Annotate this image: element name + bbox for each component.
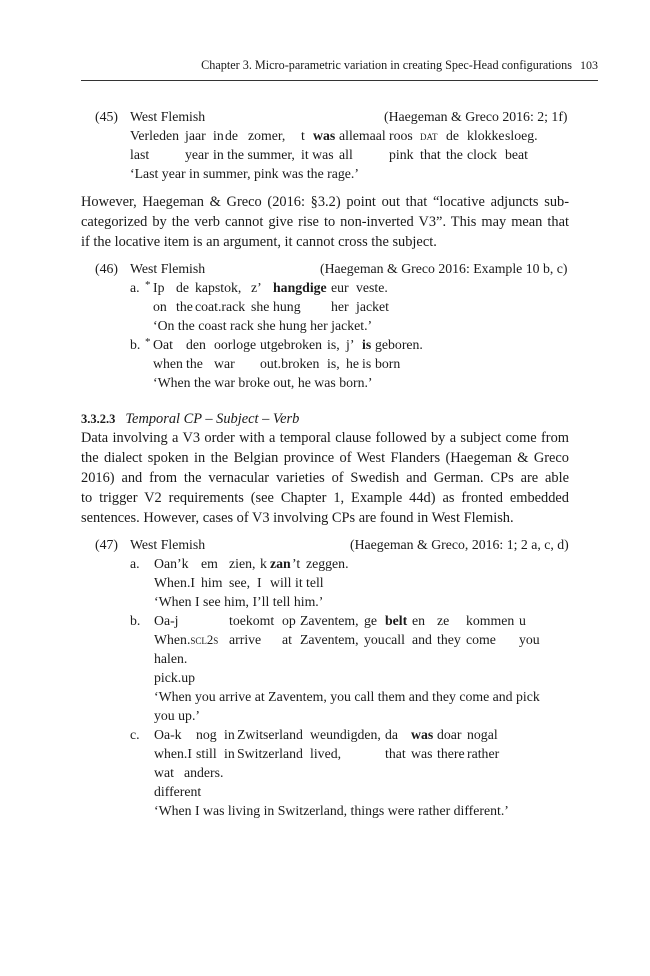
object-word: de <box>446 128 460 143</box>
gloss-word: you <box>519 632 540 647</box>
object-word: ’t <box>292 556 301 571</box>
object-word: klokke <box>467 128 505 143</box>
gloss-word: see, <box>229 575 251 590</box>
example-source: (Haegeman & Greco 2016: 2; 1f) <box>384 109 568 124</box>
gloss-word: coat.rack <box>195 299 246 314</box>
object-word: Oan’k <box>154 556 189 571</box>
object-word: ge <box>364 613 378 628</box>
paragraph-line: 2016) and from the vernacular varieties of Swedish and German. CPs are able <box>81 470 569 486</box>
translation: ‘When you arrive at Zaventem, you call them and they come and pick <box>154 689 540 704</box>
object-word: in <box>213 128 224 143</box>
object-word: weundigden, <box>310 727 381 742</box>
gloss-word: out.broken <box>260 356 320 371</box>
section-heading <box>81 411 299 428</box>
object-word: z’ <box>251 280 262 295</box>
gloss-word: you <box>364 632 385 647</box>
gloss-word: come <box>466 632 496 647</box>
gloss-word: in <box>224 746 235 761</box>
gloss-word: is <box>362 356 372 371</box>
object-word-bold: belt <box>385 613 408 628</box>
gloss-word: the <box>446 147 463 162</box>
object-word: in <box>224 727 235 742</box>
object-word: Verleden <box>130 128 180 143</box>
object-word: Zaventem, <box>300 613 359 628</box>
object-word: zomer, <box>248 128 286 143</box>
object-word-small-caps: dat <box>420 129 438 143</box>
example-number: (46) <box>95 261 118 276</box>
section-number: 3.3.2.3 <box>81 412 116 426</box>
gloss-word: when.I <box>154 746 192 761</box>
gloss-word: Switzerland <box>237 746 303 761</box>
page-number: 103 <box>580 58 598 72</box>
gloss-small-caps: scl2s <box>190 633 219 647</box>
object-word: de <box>225 128 239 143</box>
translation: ‘On the coast rack she hung her jacket.’ <box>153 318 373 333</box>
example-source: (Haegeman & Greco 2016: Example 10 b, c) <box>320 261 568 276</box>
gloss-word: in the summer, <box>213 147 295 162</box>
gloss-word: rather <box>467 746 500 761</box>
gloss-word: it <box>295 575 303 590</box>
translation: ‘Last year in summer, pink was the rage.’ <box>130 166 359 181</box>
gloss-word <box>154 633 218 647</box>
gloss-word: clock <box>467 147 497 162</box>
object-word: roos <box>389 128 413 143</box>
gloss-word: different <box>154 784 202 799</box>
object-word: de <box>176 280 190 295</box>
object-word: sloeg. <box>505 128 538 143</box>
gloss-word: and <box>412 632 432 647</box>
object-word-bold: is <box>362 337 372 352</box>
object-word: Ip <box>153 280 165 295</box>
section-title: Temporal CP – Subject – Verb <box>125 411 300 427</box>
paragraph-line: However, Haegeman & Greco (2016: §3.2) point out that “locative adjuncts sub- <box>81 194 569 210</box>
translation: ‘When I was living in Switzerland, things were rather different.’ <box>154 803 509 818</box>
gloss-word: on <box>153 299 167 314</box>
object-word: Oa-k <box>154 727 182 742</box>
gloss-word: that <box>385 746 406 761</box>
paragraph-line: if the locative item is an argument, it cannot cross the subject. <box>81 234 437 250</box>
gloss-word: she <box>251 299 270 314</box>
gloss-word: born <box>375 356 401 371</box>
body-paragraph <box>81 428 569 528</box>
gloss-word: Zaventem, <box>300 632 359 647</box>
translation: ‘When I see him, I’ll tell him.’ <box>154 594 324 609</box>
gloss-word: last <box>130 147 150 162</box>
gloss-word: When.I <box>154 575 195 590</box>
gloss-word: her <box>331 299 349 314</box>
gloss-word: at <box>282 632 292 647</box>
object-word: en <box>412 613 426 628</box>
object-word-bold: hangdige <box>273 280 327 295</box>
example-number: (45) <box>95 109 118 124</box>
subexample-label: a. <box>130 556 140 571</box>
ungrammatical-star: * <box>145 336 151 348</box>
object-word: oorloge <box>214 337 257 352</box>
gloss-word: hung <box>273 299 301 314</box>
gloss-word-part: When. <box>154 632 191 647</box>
paragraph-line: to trigger V2 requirements (see Chapter 1, Example 44d) as fronted embedded <box>81 490 569 506</box>
gloss-word: I <box>257 575 262 590</box>
object-word: toekomt <box>229 613 275 628</box>
gloss-word: tell <box>306 575 324 590</box>
gloss-word: jacket <box>356 299 389 314</box>
gloss-word: when <box>153 356 183 371</box>
gloss-word: call <box>385 632 405 647</box>
gloss-word: there <box>437 746 465 761</box>
gloss-word: that <box>420 147 441 162</box>
subexample-label: b. <box>130 613 141 628</box>
gloss-word: is, <box>327 356 340 371</box>
gloss-word: he <box>346 356 360 371</box>
gloss-word: the <box>176 299 193 314</box>
object-word: em <box>201 556 218 571</box>
gloss-word: lived, <box>310 746 342 761</box>
paragraph-line: Data involving a V3 order with a temporal clause followed by a subject come from <box>81 430 569 446</box>
object-word: is, <box>327 337 340 352</box>
object-word-bold: was <box>411 727 434 742</box>
gloss-word: arrive <box>229 632 262 647</box>
object-word: anders. <box>184 765 224 780</box>
running-title: Chapter 3. Micro-parametric variation in creating Spec-Head configurations <box>201 58 572 72</box>
object-word: kommen <box>466 613 515 628</box>
object-word: jaar <box>185 128 206 143</box>
object-word: utgebroken <box>260 337 323 352</box>
object-word: t <box>301 128 305 143</box>
gloss-word: will <box>270 575 292 590</box>
paragraph-line: the dialect spoken in the Belgian province of West Flanders (Haegeman & Greco <box>81 450 569 466</box>
gloss-word: it was <box>301 147 334 162</box>
object-word: geboren. <box>375 337 423 352</box>
object-word: nogal <box>467 727 498 742</box>
header-rule <box>81 80 598 81</box>
object-word-bold: was <box>313 128 336 143</box>
paragraph-line: categorized by the verb cannot give rise to non-inverted V3”. This may mean that <box>81 214 569 230</box>
object-word: k <box>260 556 267 571</box>
object-word: kapstok, <box>195 280 242 295</box>
object-word: ze <box>437 613 450 628</box>
gloss-word: all <box>339 147 353 162</box>
gloss-word: him <box>201 575 223 590</box>
gloss-word: war <box>214 356 235 371</box>
language-name: West Flemish <box>130 261 206 276</box>
object-word: eur <box>331 280 349 295</box>
gloss-word: they <box>437 632 461 647</box>
object-word: den <box>186 337 206 352</box>
running-header <box>80 58 598 73</box>
example-number: (47) <box>95 537 118 552</box>
subexample-label: a. <box>130 280 140 295</box>
paragraph-line: sentences. However, cases of V3 involving CPs are found in West Flemish. <box>81 510 514 526</box>
object-word: Zwitserland <box>237 727 303 742</box>
object-word: Oat <box>153 337 173 352</box>
subexample-label: b. <box>130 337 141 352</box>
object-word: nog <box>196 727 217 742</box>
object-word: op <box>282 613 296 628</box>
body-paragraph <box>81 192 569 252</box>
gloss-word: beat <box>505 147 528 162</box>
gloss-word: was <box>411 746 433 761</box>
object-word: doar <box>437 727 462 742</box>
object-word: zien, <box>229 556 256 571</box>
translation: ‘When the war broke out, he was born.’ <box>153 375 373 390</box>
object-word-bold: zan <box>270 556 291 571</box>
language-name: West Flemish <box>130 537 206 552</box>
object-word: da <box>385 727 399 742</box>
translation: you up.’ <box>154 708 200 723</box>
subexample-label: c. <box>130 727 140 742</box>
gloss-word: still <box>196 746 217 761</box>
example-source: (Haegeman & Greco, 2016: 1; 2 a, c, d) <box>350 537 569 552</box>
gloss-word: year <box>185 147 209 162</box>
object-word: Oa-j <box>154 613 179 628</box>
object-word: halen. <box>154 651 188 666</box>
gloss-word: the <box>186 356 203 371</box>
gloss-word: pink <box>389 147 414 162</box>
object-word: j’ <box>346 337 355 352</box>
object-word: veste. <box>356 280 388 295</box>
object-word: wat <box>154 765 174 780</box>
language-name: West Flemish <box>130 109 206 124</box>
object-word: allemaal <box>339 128 386 143</box>
gloss-word: pick.up <box>154 670 195 685</box>
ungrammatical-star: * <box>145 279 151 291</box>
object-word: zeggen. <box>306 556 349 571</box>
object-word: u <box>519 613 526 628</box>
